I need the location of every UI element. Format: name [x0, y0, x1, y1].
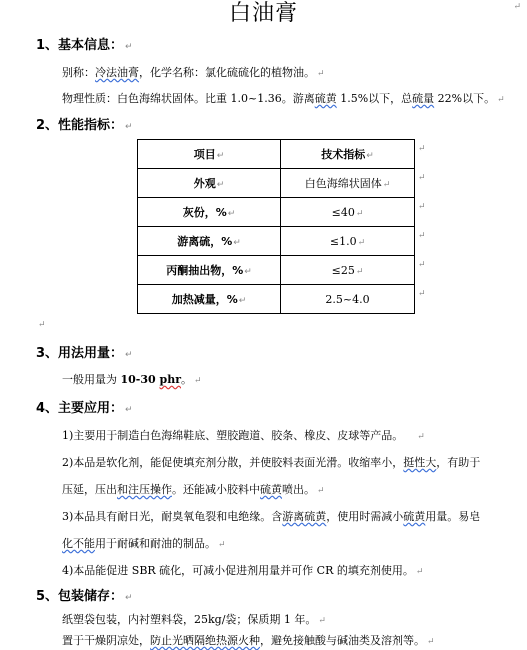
table-row	[138, 256, 415, 285]
table-cell-value: ≤40↵	[281, 198, 415, 227]
table-cell-value: 白色海绵状固体↵	[281, 169, 415, 198]
alias-line: 别称：冷法油膏，化学名称：氯化硫硫化的植物油。 ↵	[62, 66, 325, 79]
table-header-item: 项目↵	[138, 140, 281, 169]
application-item-2: 2)本品是软化剂，能促使填充剂分散，并使胶料表面光滑。收缩率小，挺性大，有助于	[62, 456, 481, 469]
paragraph-mark: ↵	[38, 320, 46, 330]
storage-line: 置于干燥阴凉处，防止光晒隔绝热源火种，避免接触酸与碱油类及溶剂等。 ↵	[62, 634, 435, 647]
table-header-row	[138, 140, 415, 169]
section-heading-basic-info: 1、基本信息： ↵	[36, 38, 133, 53]
dosage-line: 一般用量为 10-30 phr。 ↵	[62, 373, 202, 386]
table-row	[138, 169, 415, 198]
table-header-spec: 技术指标↵	[281, 140, 415, 169]
section-heading-performance: 2、性能指标： ↵	[36, 118, 133, 133]
row-end-mark: ↵	[418, 260, 426, 270]
table-cell-value: ≤1.0↵	[281, 227, 415, 256]
row-end-mark: ↵	[418, 173, 426, 183]
application-item-2-cont: 压延，压出和注压操作。还能减小胶料中硫黄喷出。 ↵	[62, 483, 325, 496]
table-row	[138, 227, 415, 256]
paragraph-mark: ↵	[513, 2, 521, 12]
section-heading-applications: 4、主要应用： ↵	[36, 401, 133, 416]
application-item-4: 4)本品能促进 SBR 硫化，可减小促进剂用量并可作 CR 的填充剂使用。 ↵	[62, 564, 424, 577]
table-cell-item: 外观↵	[138, 169, 281, 198]
table-cell-item: 游离硫，%↵	[138, 227, 281, 256]
spec-table	[137, 139, 415, 314]
application-item-3: 3)本品具有耐日光，耐臭氧龟裂和电绝缘。含游离硫黄，使用时需减小硫黄用量。易皂	[62, 510, 481, 523]
application-item-1: 1)主要用于制造白色海绵鞋底、塑胶跑道、胶条、橡皮、皮球等产品。 ↵	[62, 429, 425, 442]
section-heading-usage: 3、用法用量： ↵	[36, 346, 133, 361]
row-end-mark: ↵	[418, 231, 426, 241]
table-cell-item: 加热减量，%↵	[138, 285, 281, 314]
physical-properties-line: 物理性质：白色海绵状固体。比重 1.0~1.36。游离硫黄 1.5%以下，总硫量 22%以下。 ↵	[62, 92, 505, 105]
table-row	[138, 198, 415, 227]
packaging-line: 纸塑袋包装，内衬塑料袋，25kg/袋；保质期 1 年。 ↵	[62, 613, 326, 626]
table-cell-item: 灰份，%↵	[138, 198, 281, 227]
section-heading-packaging: 5、包装储存： ↵	[36, 589, 133, 604]
table-cell-value: ≤25↵	[281, 256, 415, 285]
table-cell-value: 2.5~4.0	[281, 285, 415, 314]
row-end-mark: ↵	[418, 289, 426, 299]
application-item-3-cont: 化不能用于耐碱和耐油的制品。 ↵	[62, 537, 226, 550]
document-title: 白油膏	[228, 1, 298, 26]
table-cell-item: 丙酮抽出物，%↵	[138, 256, 281, 285]
row-end-mark: ↵	[418, 202, 426, 212]
table-row	[138, 285, 415, 314]
row-end-mark: ↵	[418, 144, 426, 154]
